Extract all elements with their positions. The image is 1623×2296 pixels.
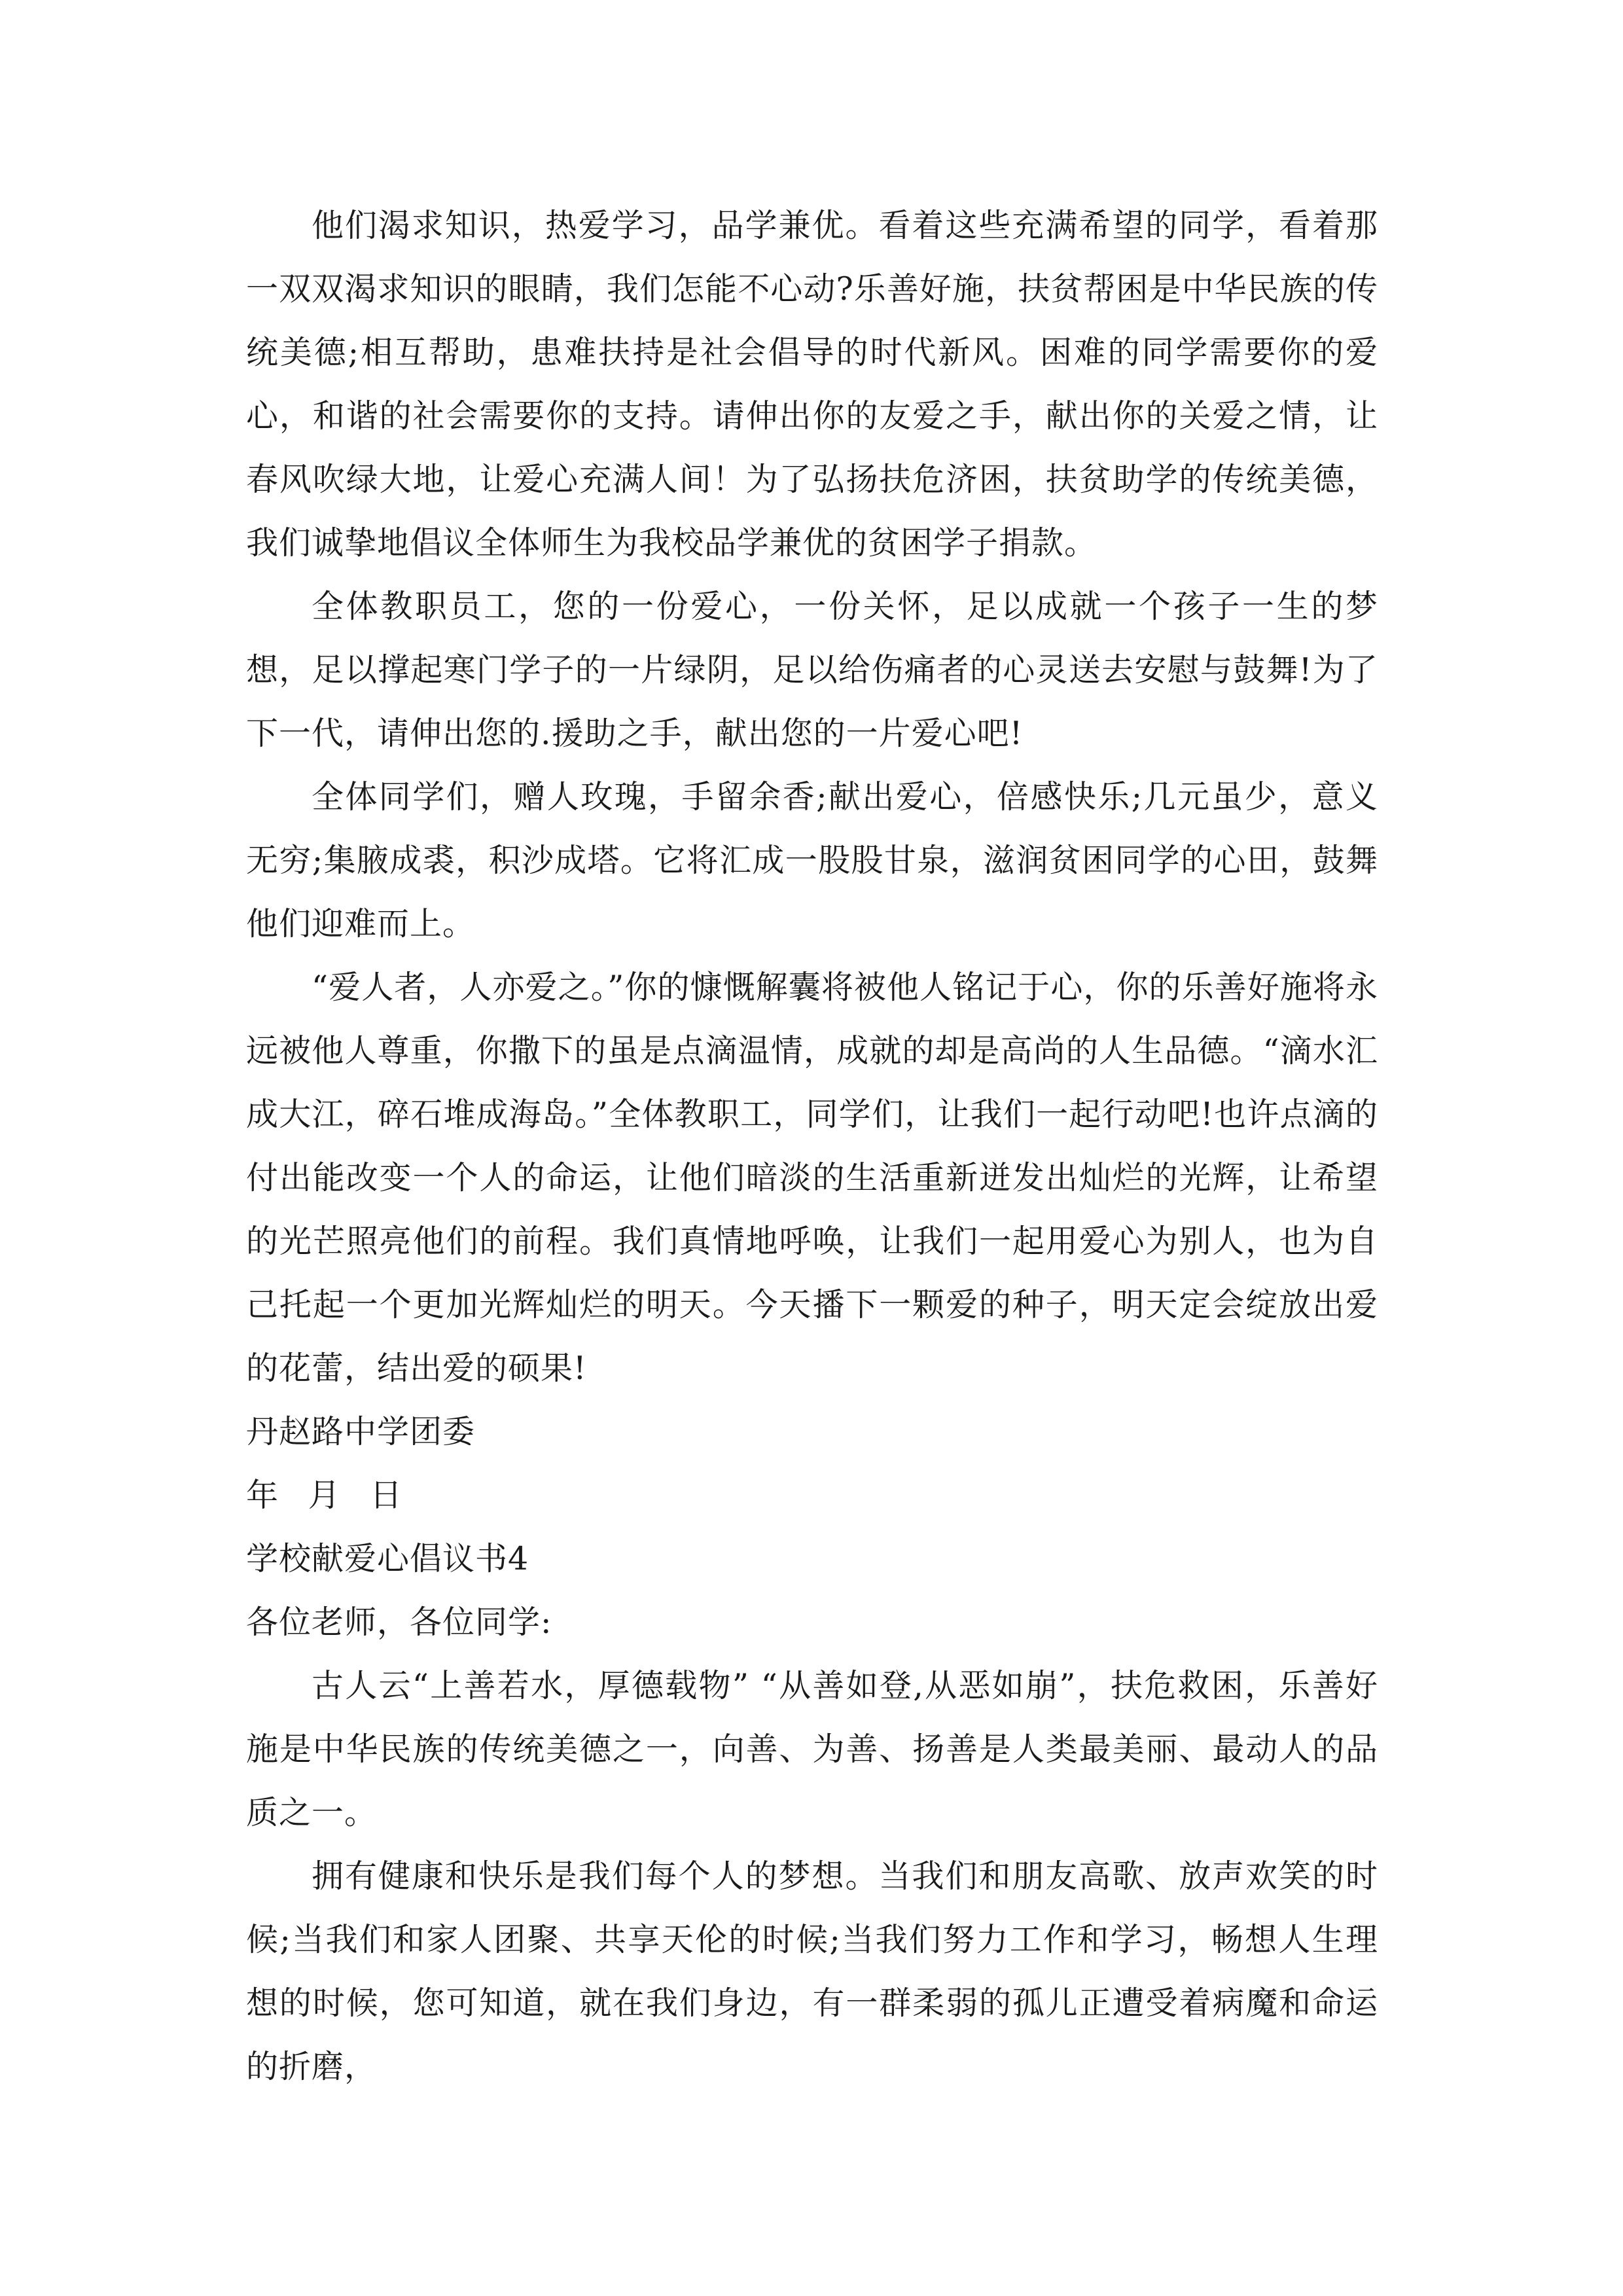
paragraph-health-happiness: 拥有健康和快乐是我们每个人的梦想。当我们和朋友高歌、放声欢笑的时候;当我们和家人团聚、共享天伦的时候;当我们努力工作和学习，畅想人生理想的时候，您可知道，就在我们身边，有一群柔弱的孤儿正遭受着病魔和命运的折磨，: [246, 1857, 1378, 2085]
greeting-line: 各位老师，各位同学:: [246, 1604, 552, 1641]
document-body: [246, 194, 1378, 2098]
paragraph-closing-call: “爱人者，人亦爱之。”你的慷慨解囊将被他人铭记于心，你的乐善好施将永远被他人尊重，你撒下的虽是点滴温情，成就的却是高尚的人生品德。“滴水汇成大江，碎石堆成海岛。”全体教职工，同学们，让我们一起行动吧!也许点滴的付出能改变一个人的命运，让他们暗淡的生活重新迸发出灿烂的光辉，让希望的光芒照亮他们的前程。我们真情地呼唤，让我们一起用爱心为别人，也为自己托起一个更加光辉灿烂的明天。今天播下一颗爱的种子，明天定会绽放出爱的花蕾，结出爱的硕果!: [246, 969, 1378, 1387]
paragraph-students-appeal: 全体同学们，赠人玫瑰，手留余香;献出爱心，倍感快乐;几元虽少，意义无穷;集腋成裘，积沙成塔。它将汇成一股股甘泉，滋润贫困同学的心田，鼓舞他们迎难而上。: [246, 778, 1378, 942]
document-title: 学校献爱心倡议书4: [246, 1540, 529, 1577]
signature-line: 丹赵路中学团委: [246, 1413, 476, 1450]
date-line: 年 月 日: [246, 1477, 403, 1514]
paragraph-staff-appeal: 全体教职员工，您的一份爱心，一份关怀，足以成就一个孩子一生的梦想，足以撑起寒门学子的一片绿阴，足以给伤痛者的心灵送去安慰与鼓舞!为了下一代，请伸出您的.援助之手，献出您的一片爱心吧!: [246, 588, 1378, 752]
paragraph-ancient-saying: 古人云“上善若水，厚德载物” “从善如登,从恶如崩”，扶危救困，乐善好施是中华民族的传统美德之一，向善、为善、扬善是人类最美丽、最动人的品质之一。: [246, 1667, 1378, 1831]
paragraph-appeal-intro: 他们渴求知识，热爱学习，品学兼优。看着这些充满希望的同学，看着那一双双渴求知识的眼睛，我们怎能不心动?乐善好施，扶贫帮困是中华民族的传统美德;相互帮助，患难扶持是社会倡导的时代新风。困难的同学需要你的爱心，和谐的社会需要你的支持。请伸出你的友爱之手，献出你的关爱之情，让春风吹绿大地，让爱心充满人间！为了弘扬扶危济困，扶贫助学的传统美德，我们诚挚地倡议全体师生为我校品学兼优的贫困学子捐款。: [246, 207, 1378, 562]
